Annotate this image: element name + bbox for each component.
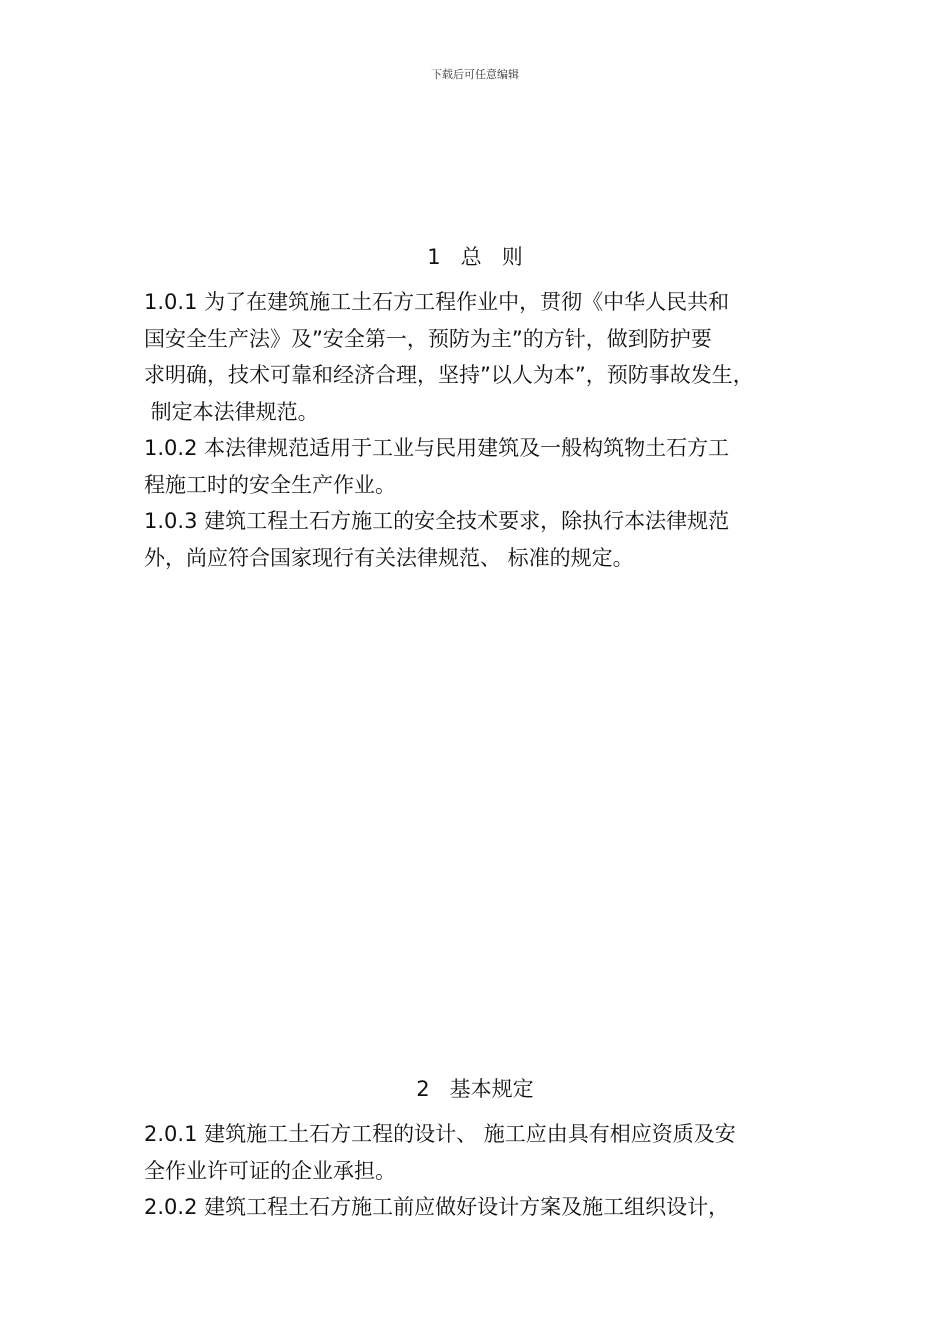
paragraph-line: 全作业许可证的企业承担。: [144, 1158, 396, 1183]
section-title: 2 基本规定: [416, 1077, 534, 1101]
paragraph-line: 2.0.1 建筑施工土石方工程的设计、 施工应由具有相应资质及安: [144, 1122, 736, 1146]
paragraph-line: 外，尚应符合国家现行有关法律规范、 标准的规定。: [144, 545, 634, 570]
section-body: [144, 1116, 816, 1226]
paragraph-line: 国安全生产法》及”安全第一，预防为主”的方针，做到防护要: [144, 326, 712, 351]
paragraph-line: 2.0.2 建筑工程土石方施工前应做好设计方案及施工组织设计，: [144, 1195, 730, 1219]
paragraph-line: 1.0.1 为了在建筑施工土石方工程作业中，贯彻《中华人民共和: [144, 290, 730, 314]
paragraph-line: 1.0.3 建筑工程土石方施工的安全技术要求，除执行本法律规范: [144, 509, 730, 533]
section-title: 1 总 则: [427, 245, 523, 269]
page-header: 下载后可任意编辑: [431, 68, 519, 81]
section-body: [144, 284, 816, 576]
paragraph-line: 1.0.2 本法律规范适用于工业与民用建筑及一般构筑物土石方工: [144, 436, 730, 460]
paragraph-line: 求明确，技术可靠和经济合理，坚持”以人为本”，预防事故发生，: [144, 363, 754, 387]
paragraph-line: 程施工时的安全生产作业。: [144, 472, 396, 497]
paragraph-line: 制定本法律规范。: [144, 399, 319, 424]
